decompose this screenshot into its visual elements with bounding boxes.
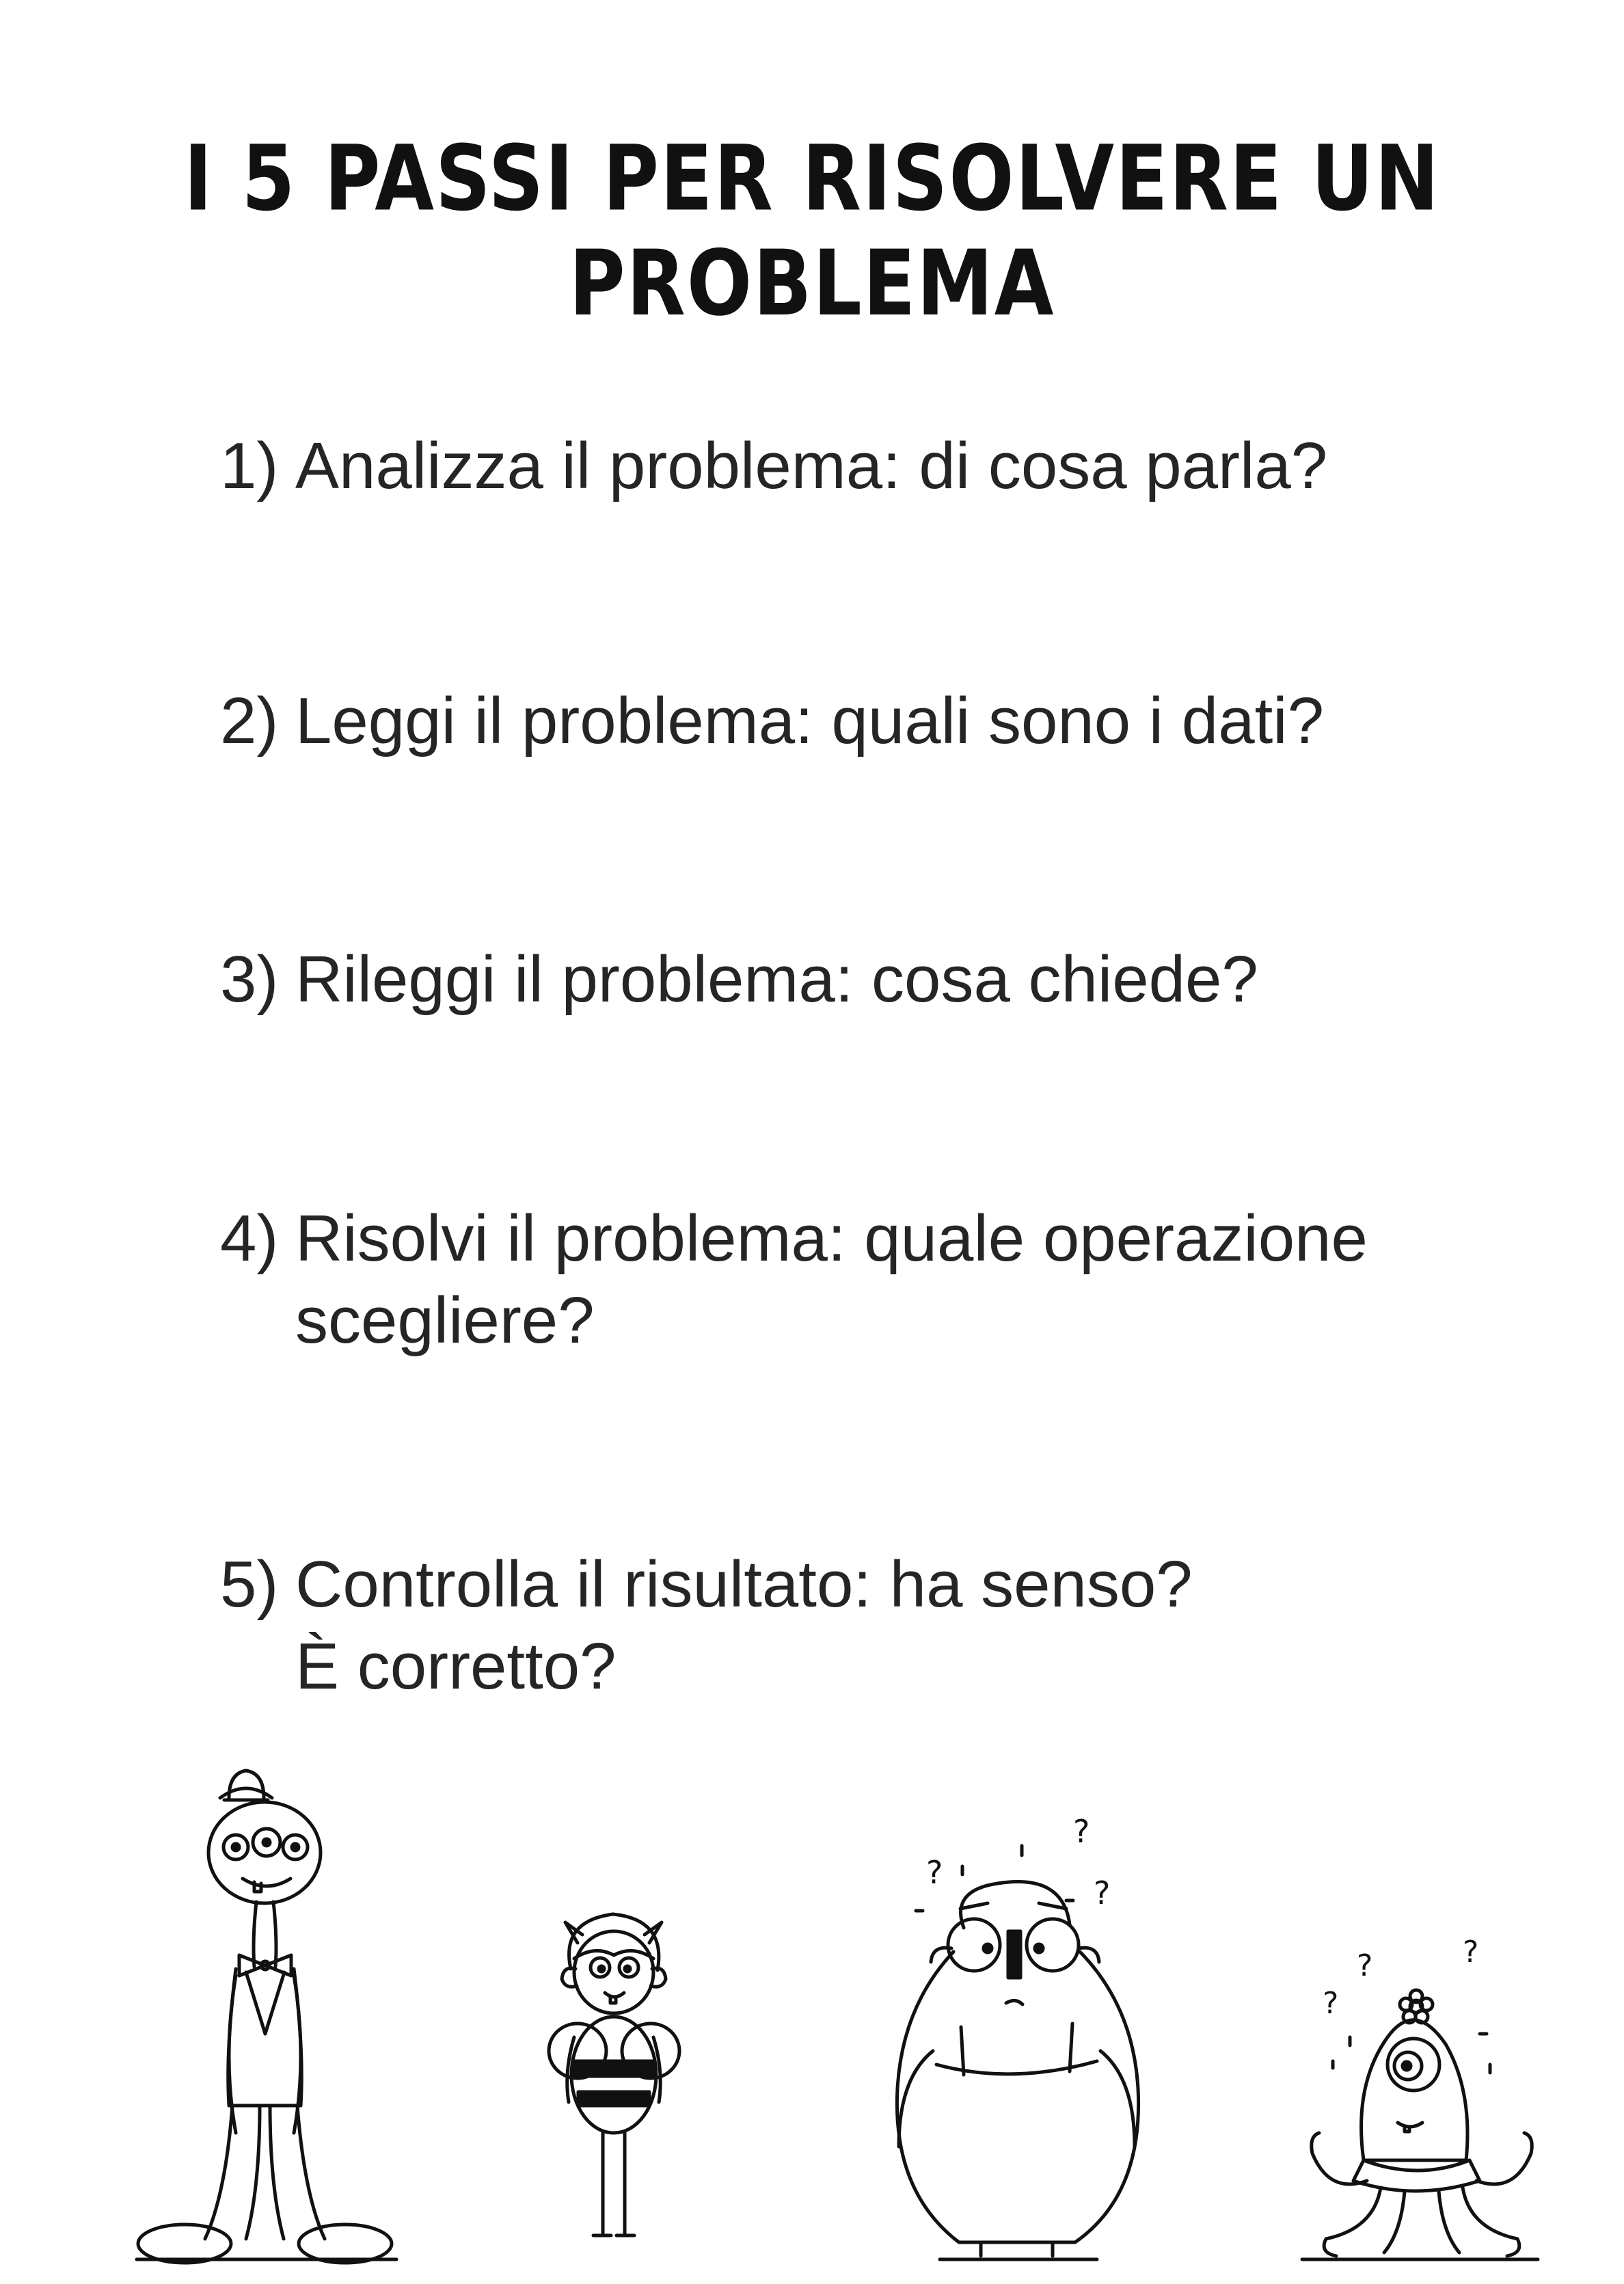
step-2 (220, 680, 1450, 762)
question-mark-icon: ? (1463, 1935, 1479, 1970)
tall-monster-icon (137, 1771, 396, 2263)
bee-girl-icon (549, 1914, 679, 2235)
step-text-continuation: È corretto? (295, 1630, 617, 1703)
step-text: Analizza il problema: di cosa parla? (295, 429, 1328, 502)
step-text: Rileggi il problema: cosa chiede? (295, 943, 1258, 1016)
step-4 (220, 1198, 1450, 1362)
step-number: 4) (220, 1202, 279, 1275)
step-text: Controlla il risultato: ha senso? (295, 1548, 1193, 1621)
owl-monster-icon (897, 1813, 1138, 2259)
page-title: I 5 PASSI PER RISOLVERE UN PROBLEMA (183, 126, 1441, 336)
question-mark-icon: ? (926, 1854, 943, 1891)
question-mark-icon: ? (1094, 1875, 1111, 1911)
octopus-monster-icon (1302, 1935, 1538, 2259)
step-text-continuation: scegliere? (295, 1284, 595, 1357)
step-3 (220, 939, 1450, 1021)
step-text: Risolvi il problema: quale operazione (295, 1202, 1368, 1275)
step-number: 5) (220, 1548, 279, 1621)
question-mark-icon: ? (1323, 1986, 1339, 2021)
monsters-illustration (0, 1750, 1624, 2270)
step-number: 2) (220, 684, 279, 757)
step-number: 3) (220, 943, 279, 1016)
step-1 (220, 425, 1450, 507)
step-number: 1) (220, 429, 279, 502)
question-mark-icon: ? (1073, 1813, 1090, 1850)
step-5 (220, 1544, 1450, 1708)
step-text: Leggi il problema: quali sono i dati? (295, 684, 1324, 757)
question-mark-icon: ? (1357, 1948, 1373, 1983)
